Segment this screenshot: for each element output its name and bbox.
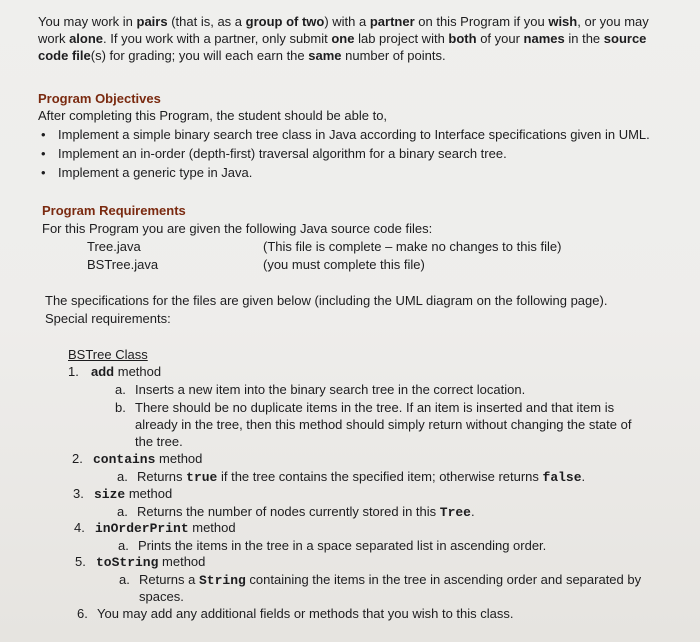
add-desc-b-line-2: already in the tree, then this method should simply return without changing the state of (135, 417, 632, 432)
bullet-icon: • (41, 165, 46, 180)
file-name: BSTree.java (87, 257, 159, 272)
method-add: add method (91, 364, 162, 379)
method-number: 3. (73, 486, 84, 501)
add-desc-b-line-3: the tree. (135, 434, 183, 449)
file-note: (you must complete this file) (263, 257, 425, 272)
spec-line-1: The specifications for the files are given below (including the UML diagram on the following page). (45, 293, 608, 308)
method-tostring: toString method (96, 554, 206, 570)
bstree-class-title: BSTree Class (68, 347, 148, 362)
intro-line-3: code file(s) for grading; you will each earn the same number of points. (38, 48, 446, 63)
method-number: 4. (74, 520, 85, 535)
method-number: 1. (68, 364, 79, 379)
objectives-lead: After completing this Program, the student should be able to, (38, 108, 388, 123)
method-contains: contains method (93, 451, 203, 467)
intro-line-1: You may work in pairs (that is, as a group of two) with a partner on this Program if you wish, or you may (38, 14, 649, 29)
inorderprint-desc: Prints the items in the tree in a space separated list in ascending order. (138, 538, 547, 553)
intro-line-2: work alone. If you work with a partner, only submit one lab project with both of your names in the source (38, 31, 647, 46)
sub-label: b. (115, 400, 126, 415)
file-note: (This file is complete – make no changes to this file) (263, 239, 562, 254)
objective-item: Implement an in-order (depth-first) traversal algorithm for a binary search tree. (58, 146, 507, 161)
sub-label: a. (117, 504, 128, 519)
objective-item: Implement a generic type in Java. (58, 165, 253, 180)
sub-label: a. (118, 538, 129, 553)
file-name: Tree.java (87, 239, 141, 254)
requirements-lead: For this Program you are given the following Java source code files: (42, 221, 433, 236)
contains-desc: Returns true if the tree contains the specified item; otherwise returns false. (137, 469, 586, 485)
size-desc: Returns the number of nodes currently stored in this Tree. (137, 504, 475, 520)
method-number: 6. (77, 606, 88, 621)
method-number: 5. (75, 554, 86, 569)
additional-fields-note: You may add any additional fields or methods that you wish to this class. (97, 606, 514, 621)
add-desc-a: Inserts a new item into the binary search tree in the correct location. (135, 382, 526, 397)
objectives-heading: Program Objectives (38, 91, 161, 106)
sub-label: a. (119, 572, 130, 587)
bullet-icon: • (41, 146, 46, 161)
add-desc-b-line-1: There should be no duplicate items in the tree. If an item is inserted and that item is (135, 400, 615, 415)
spec-line-2: Special requirements: (45, 311, 171, 326)
tostring-desc-line-1: Returns a String containing the items in the tree in ascending order and separated by (139, 572, 642, 588)
requirements-heading: Program Requirements (42, 203, 186, 218)
objective-item: Implement a simple binary search tree class in Java according to Interface specifications given in UML. (58, 127, 650, 142)
sub-label: a. (117, 469, 128, 484)
sub-label: a. (115, 382, 126, 397)
method-size: size method (94, 486, 173, 502)
tostring-desc-line-2: spaces. (139, 589, 184, 604)
method-inorderprint: inOrderPrint method (95, 520, 236, 536)
method-number: 2. (72, 451, 83, 466)
bullet-icon: • (41, 127, 46, 142)
